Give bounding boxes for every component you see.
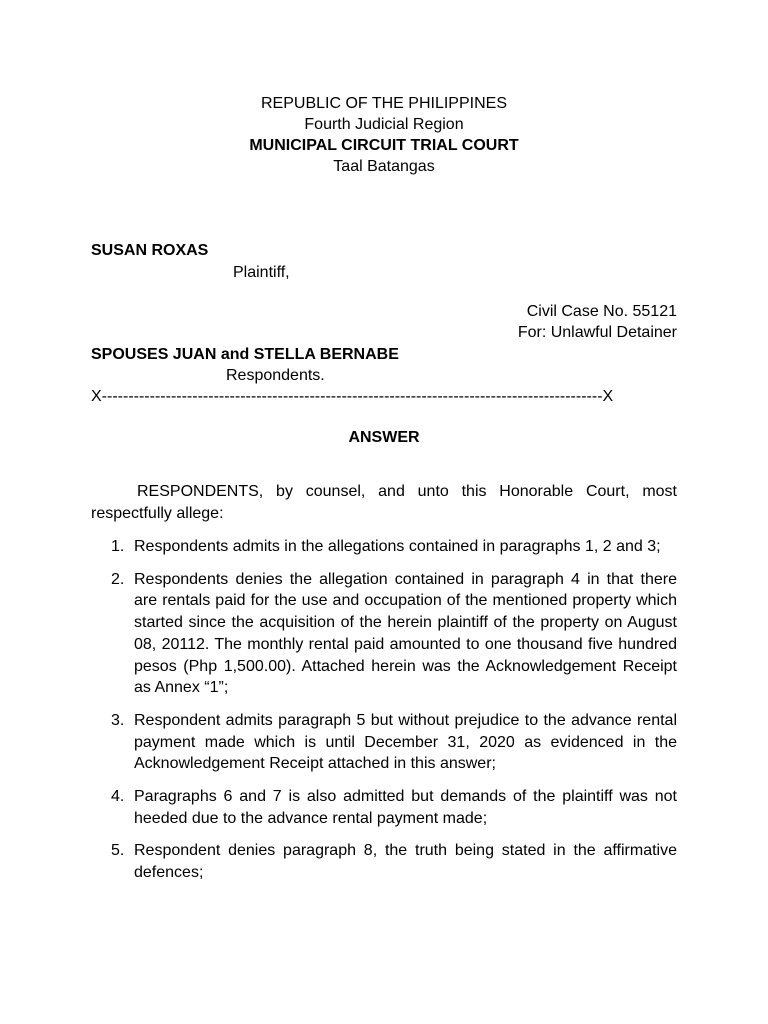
case-number: Civil Case No. 55121 — [526, 303, 677, 320]
allegation-item — [91, 710, 677, 775]
allegation-item — [91, 569, 677, 699]
allegation-number: 1. — [111, 538, 125, 555]
court-heading: MUNICIPAL CIRCUIT TRIAL COURT — [249, 137, 519, 154]
allegation-text: Respondents denies the allegation contained in paragraph 4 in that there are rentals paid for the use and occupation of the mentioned property which started since the acquisition of the herein plaintiff of the property on August 08, 20112. The monthly rental paid amounted to one thousand five hundred pesos (Php 1,500.00). Attached herein was the Acknowledgement Receipt as Annex “1”; — [134, 570, 677, 697]
respondent-name: SPOUSES JUAN and STELLA BERNABE — [91, 346, 399, 363]
allegation-number: 5. — [111, 842, 125, 860]
intro-text: RESPONDENTS, by counsel, and unto this Honorable Court, most respectfully allege: — [91, 483, 677, 522]
republic-heading: REPUBLIC OF THE PHILIPPINES — [261, 95, 507, 112]
respondent-role: Respondents. — [226, 367, 325, 384]
region-heading: Fourth Judicial Region — [304, 116, 464, 133]
allegation-number: 2. — [111, 570, 125, 588]
allegation-text: Paragraphs 6 and 7 is also admitted but demands of the plaintiff was not heeded due to the advance rental payment made; — [134, 788, 677, 827]
allegation-item — [91, 840, 677, 883]
allegation-text: Respondents admits in the allegations contained in paragraphs 1, 2 and 3; — [134, 538, 661, 555]
case-nature: For: Unlawful Detainer — [517, 324, 677, 341]
allegation-item — [91, 786, 677, 829]
caption-separator: X----------------------------------------------------------------------------------------------X — [91, 388, 614, 405]
plaintiff-name: SUSAN ROXAS — [91, 242, 209, 259]
document-title: ANSWER — [348, 429, 420, 446]
allegation-item — [91, 536, 677, 558]
location-heading: Taal Batangas — [333, 158, 435, 175]
allegations-list — [91, 536, 677, 895]
plaintiff-role: Plaintiff, — [233, 264, 290, 281]
allegation-number: 3. — [111, 711, 125, 729]
intro-paragraph — [91, 481, 677, 524]
allegation-number: 4. — [111, 788, 125, 806]
allegation-text: Respondent admits paragraph 5 but without prejudice to the advance rental payment made which is until December 31, 2020 as evidenced in the Acknowledgement Receipt attached in this answer; — [134, 711, 677, 773]
allegation-text: Respondent denies paragraph 8, the truth being stated in the affirmative defences; — [134, 842, 677, 882]
